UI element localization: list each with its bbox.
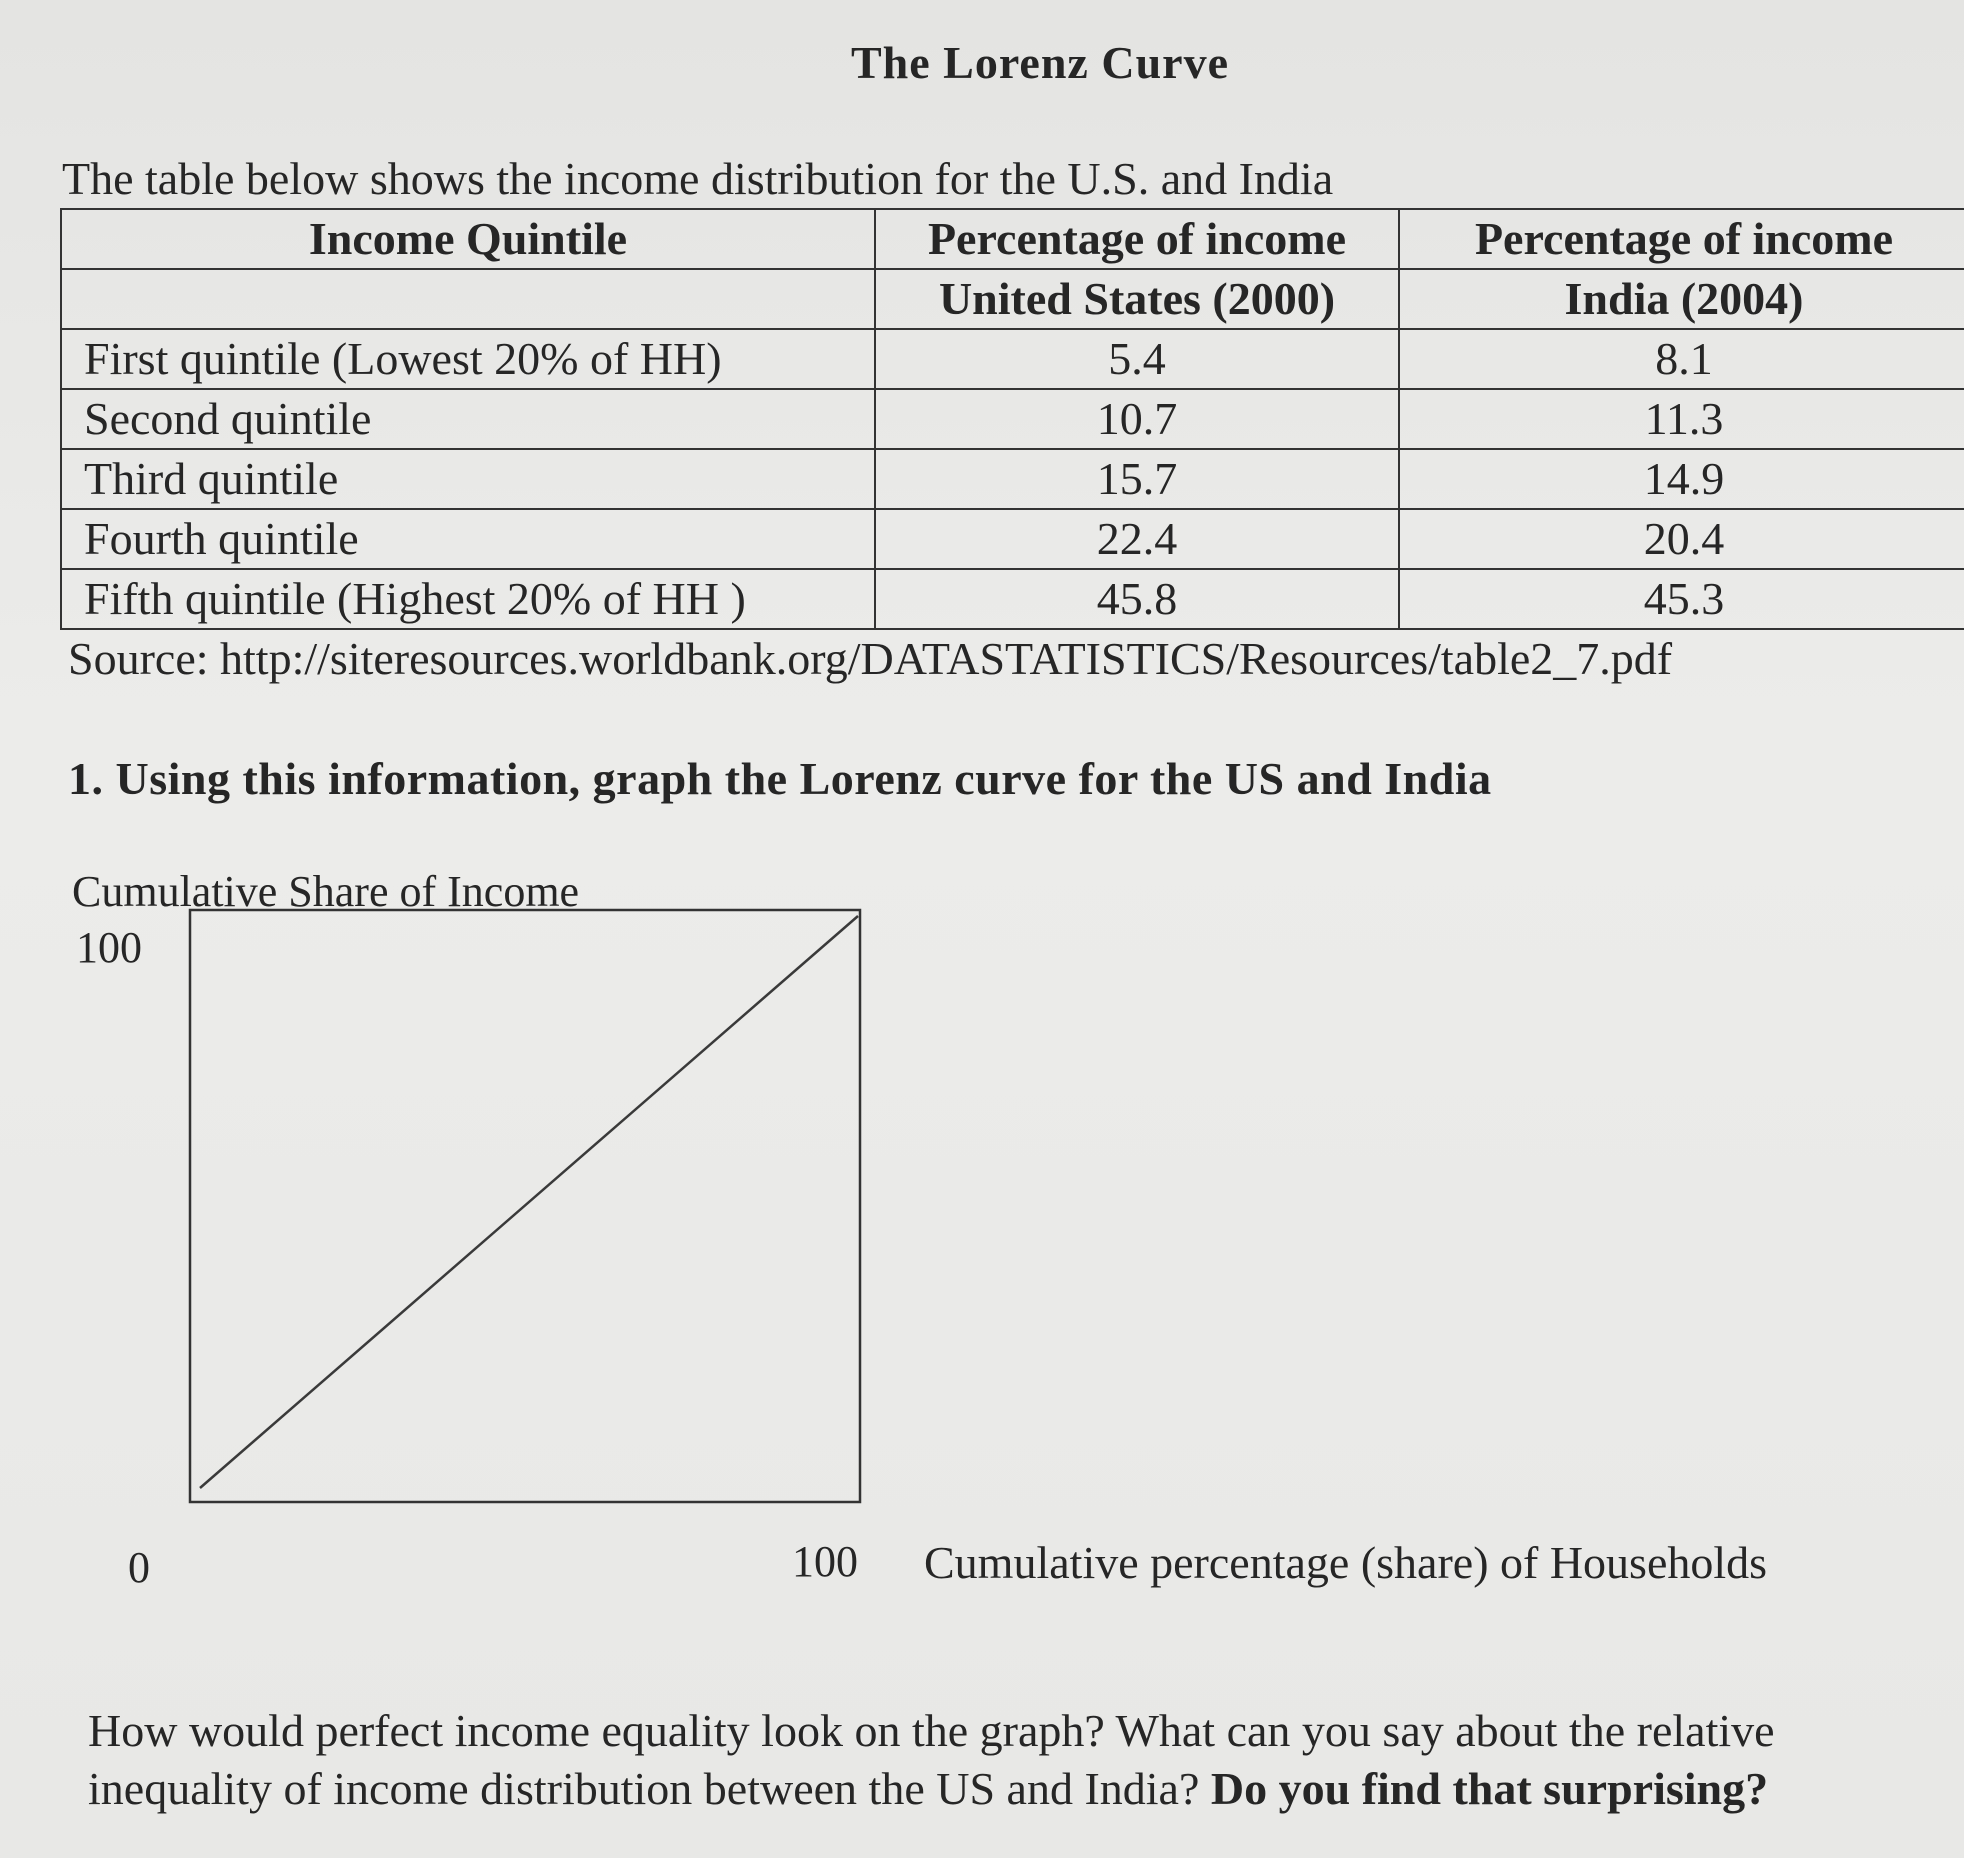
question-2-text: How would perfect income equality look on the graph? What can you say about the relative inequality of income distribution between the US and India? <box>88 1705 1775 1814</box>
subheader-us-year: United States (2000) <box>875 269 1399 329</box>
question-2-bold-text: Do you find that surprising? <box>1210 1763 1769 1814</box>
chart-y-axis-label: Cumulative Share of Income <box>72 867 580 916</box>
india-value: 14.9 <box>1399 449 1964 509</box>
page-title: The Lorenz Curve <box>850 37 1229 88</box>
subheader-empty <box>61 269 875 329</box>
table-row <box>61 509 1964 569</box>
question-2 <box>88 1702 1948 1818</box>
chart-y-tick-label: 100 <box>76 923 142 972</box>
quintile-label: Third quintile <box>61 449 875 509</box>
india-value: 20.4 <box>1399 509 1964 569</box>
table-row <box>61 329 1964 389</box>
table-header-row <box>61 209 1964 269</box>
india-value: 45.3 <box>1399 569 1964 629</box>
table-row <box>61 389 1964 449</box>
header-india-percentage: Percentage of income <box>1399 209 1964 269</box>
chart-x-axis-label: Cumulative percentage (share) of Households <box>924 1537 1768 1588</box>
chart-series-layer <box>200 916 858 1488</box>
table-row <box>61 569 1964 629</box>
us-value: 10.7 <box>875 389 1399 449</box>
lorenz-chart <box>180 900 880 1520</box>
us-value: 5.4 <box>875 329 1399 389</box>
us-value: 15.7 <box>875 449 1399 509</box>
india-value: 8.1 <box>1399 329 1964 389</box>
india-value: 11.3 <box>1399 389 1964 449</box>
chart-x-tick-label: 0 <box>128 1543 150 1592</box>
income-distribution-table <box>60 208 1964 630</box>
source-citation: Source: http://siteresources.worldbank.org/DATASTATISTICS/Resources/table2_7.pdf <box>68 633 1673 684</box>
quintile-label: Fourth quintile <box>61 509 875 569</box>
table-subheader-row <box>61 269 1964 329</box>
quintile-label: Second quintile <box>61 389 875 449</box>
header-income-quintile: Income Quintile <box>61 209 875 269</box>
chart-series-line <box>200 916 858 1488</box>
table-row <box>61 449 1964 509</box>
header-us-percentage: Percentage of income <box>875 209 1399 269</box>
subheader-india-year: India (2004) <box>1399 269 1964 329</box>
us-value: 22.4 <box>875 509 1399 569</box>
intro-text: The table below shows the income distribution for the U.S. and India <box>62 153 1334 204</box>
quintile-label: Fifth quintile (Highest 20% of HH ) <box>61 569 875 629</box>
chart-x-tick-label: 100 <box>792 1537 858 1586</box>
quintile-label: First quintile (Lowest 20% of HH) <box>61 329 875 389</box>
question-1: 1. Using this information, graph the Lorenz curve for the US and India <box>68 753 1492 804</box>
us-value: 45.8 <box>875 569 1399 629</box>
